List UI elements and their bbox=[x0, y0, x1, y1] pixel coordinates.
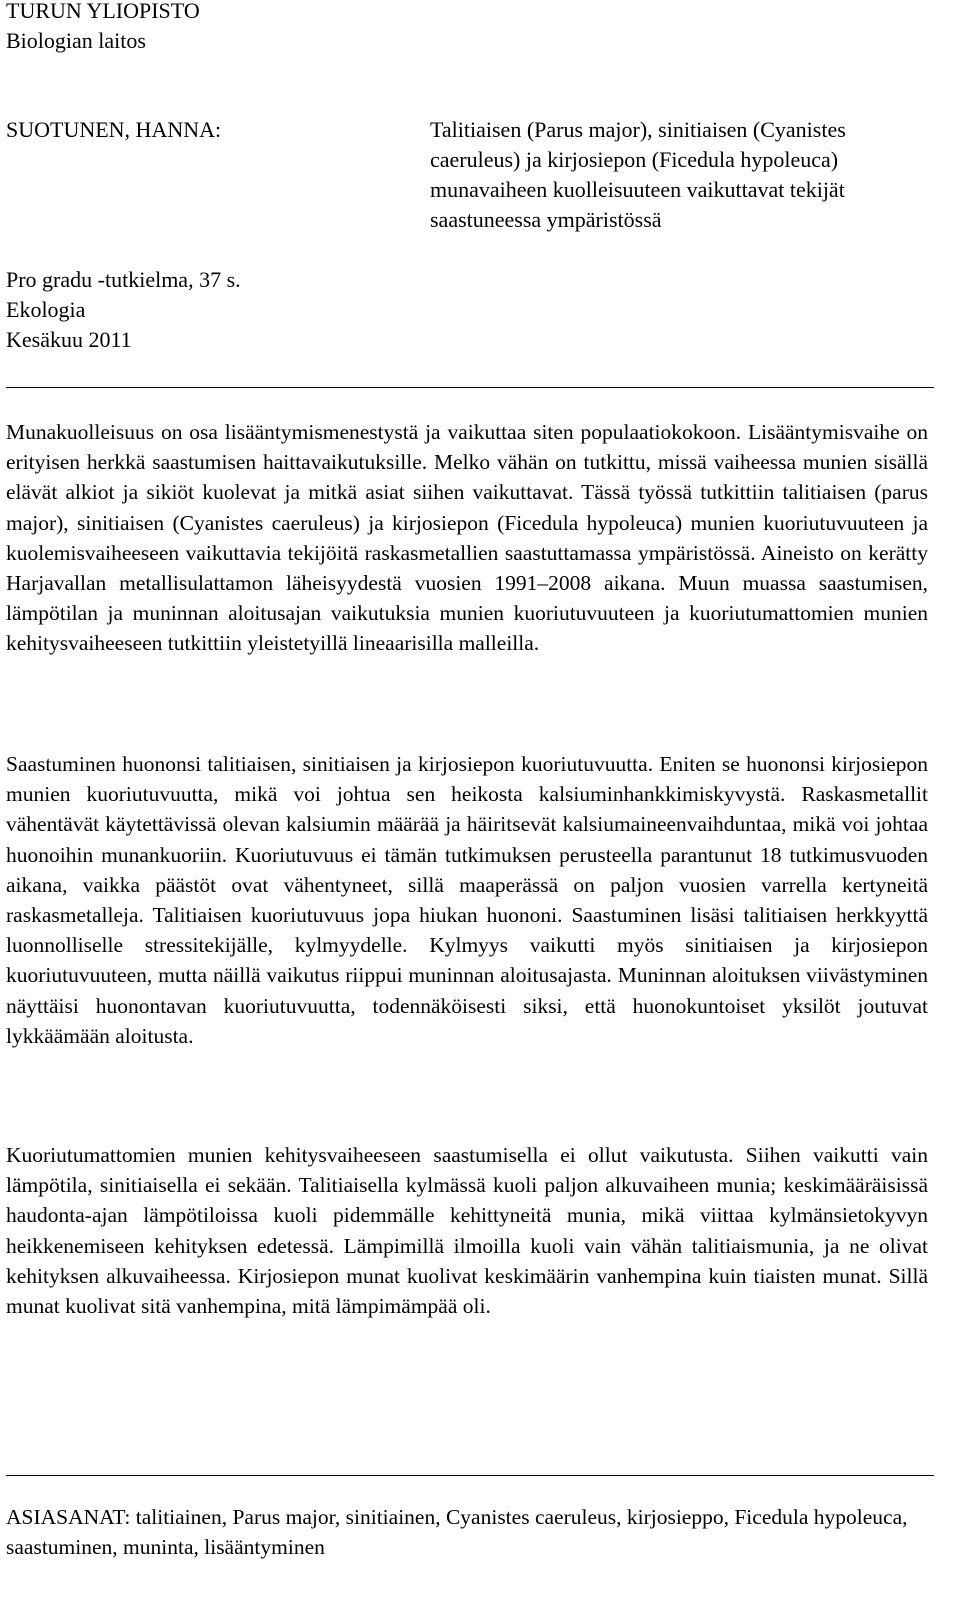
title-line: munavaiheen kuolleisuuteen vaikuttavat tekijät bbox=[430, 177, 845, 202]
abstract-paragraph-3: Kuoriutumattomien munien kehitysvaiheeseen saastumisella ei ollut vaikutusta. Siihen vaikutti vain lämpötila, sinitiaisella ei sekään. Talitiaisella kylmässä kuoli paljon alkuvaiheen munia; keskimääräisissä haudonta-ajan lämpötiloissa kuoli pidemmälle kehittyneitä munia, mikä viittaa kylmänsietokyvyn heikkenemiseen kehityksen edetessä. Lämpimillä ilmoilla kuoli vain vähän talitiaismunia, ja ne olivat kehityksen alkuvaiheessa. Kirjosiepon munat kuolivat keskimäärin vanhempina kuin tiaisten munat. Sillä munat kuolivat sitä vanhempina, mitä lämpimämpää oli. bbox=[6, 1143, 928, 1319]
abstract-paragraph-2: Saastuminen huononsi talitiaisen, sinitiaisen ja kirjosiepon kuoriutuvuutta. Eniten se huononsi kirjosiepon munien kuoriutuvuutta, mikä voi johtua sen heikosta kalsiuminhankkimiskyvystä. Raskasmetallit vähentävät käytettävissä olevan kalsiumin määrää ja häiritsevät kalsiumaineenvaihduntaa, mikä voi johtaa huonoihin munankuoriin. Kuoriutuvuus ei tämän tutkimuksen perusteella parantunut 18 tutkimusvuoden aikana, vaikka päästöt ovat vähentyneet, sillä maaperässä on paljon vuosien varrella kertyneitä raskasmetalleja. Talitiaisen kuoriutuvuus jopa hiukan huononi. Saastuminen lisäsi talitiaisen herkkyyttä luonnolliselle stressitekijälle, kylmyydelle. Kylmyys vaikutti myös sinitiaisen ja kirjosiepon kuoriutuvuuteen, mutta näillä vaikutus riippui muninnan aloitusajasta. Muninnan aloituksen viivästyminen näyttäisi huonontavan kuoriutuvuutta, todennäköisesti siksi, että huonokuntoiset yksilöt joutuvat lykkäämään aloitusta. bbox=[6, 752, 928, 1048]
university-name: TURUN YLIOPISTO bbox=[6, 0, 200, 23]
title-line: Talitiaisen (Parus major), sinitiaisen (Cyanistes bbox=[430, 117, 846, 142]
thesis-date: Kesäkuu 2011 bbox=[6, 327, 132, 352]
thesis-meta bbox=[6, 265, 241, 355]
institution-header bbox=[6, 0, 200, 56]
thesis-subject: Ekologia bbox=[6, 297, 86, 322]
bottom-divider bbox=[6, 1475, 934, 1476]
keywords: ASIASANAT: talitiainen, Parus major, sinitiainen, Cyanistes caeruleus, kirjosieppo, Ficedula hypoleuca, saastuminen, muninta, lisääntyminen bbox=[6, 1505, 908, 1560]
title-line: caeruleus) ja kirjosiepon (Ficedula hypoleuca) bbox=[430, 147, 839, 172]
top-divider bbox=[6, 387, 934, 388]
thesis-title bbox=[430, 115, 930, 235]
document-page bbox=[6, 0, 934, 1607]
abstract-paragraph-1: Munakuolleisuus on osa lisääntymismenestystä ja vaikuttaa siten populaatiokokoon. Lisääntymisvaihe on erityisen herkkä saastumisen haittavaikutuksille. Melko vähän on tutkittu, missä vaiheessa munien sisällä elävät alkiot ja sikiöt kuolevat ja mitkä asiat siihen vaikuttavat. Tässä työssä tutkittiin talitiaisen (parus major), sinitiaisen (Cyanistes caeruleus) ja kirjosiepon (Ficedula hypoleuca) munien kuoriutuvuuteen ja kuolemisvaiheeseen vaikuttavia tekijöitä raskasmetallien saastuttamassa ympäristössä. Aineisto on kerätty Harjavallan metallisulattamon läheisyydestä vuosien 1991–2008 aikana. Muun muassa saastumisen, lämpötilan ja muninnan aloitusajan vaikutuksia munien kuoriutuvuuteen ja kuoriutumattomien munien kehitysvaiheeseen tutkittiin yleistetyillä lineaarisilla malleilla. bbox=[6, 420, 928, 656]
author-name: SUOTUNEN, HANNA: bbox=[6, 117, 222, 142]
thesis-type: Pro gradu -tutkielma, 37 s. bbox=[6, 267, 241, 292]
department-name: Biologian laitos bbox=[6, 28, 146, 53]
title-line: saastuneessa ympäristössä bbox=[430, 207, 662, 232]
